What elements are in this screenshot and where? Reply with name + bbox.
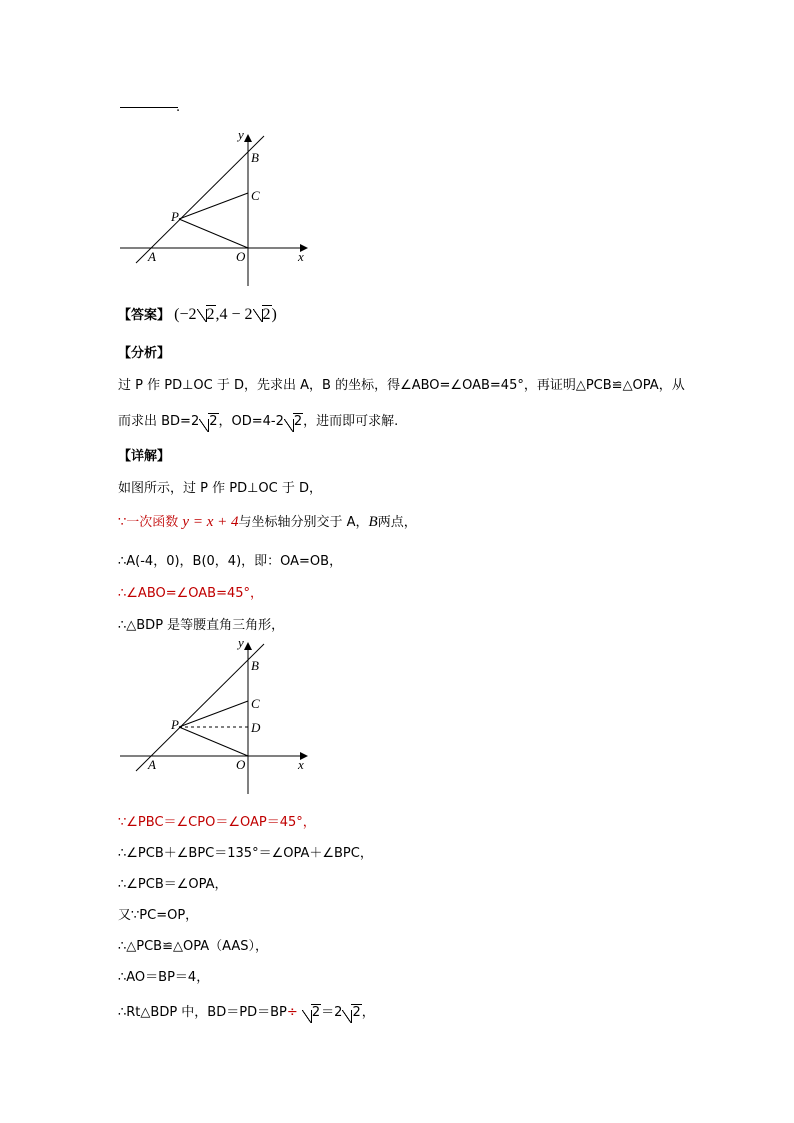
- text-run: ∵一次函数: [118, 515, 179, 530]
- text-run: 两点，: [377, 515, 417, 530]
- text-run: 与坐标轴分别交于 A，: [238, 515, 369, 530]
- step-7: [118, 1001, 375, 1020]
- detail-line-4: ∴∠ABO=∠OAB=45°，: [118, 586, 264, 601]
- radicand: 2: [209, 414, 218, 429]
- radicand: 2: [311, 1005, 321, 1020]
- function-expression: y = x + 4: [182, 514, 239, 530]
- analysis-label: 【分析】: [118, 346, 171, 361]
- radicand: 2: [262, 306, 271, 323]
- label-o: O: [236, 757, 246, 772]
- radicand: 2: [293, 414, 303, 429]
- text-run: ＝2: [321, 1005, 343, 1020]
- answer-label: 【答案】: [118, 308, 171, 323]
- analysis-line-1: 过 P 作 PD⊥OC 于 D，先求出 A，B 的坐标，得∠ABO=∠OAB=45°，再证明△PCB≌△OPA，从: [118, 378, 685, 393]
- label-o: O: [236, 249, 246, 264]
- figure-2: [118, 636, 313, 801]
- segment-pc: [179, 193, 248, 219]
- paren-close: ): [271, 306, 277, 323]
- answer-value: [174, 306, 277, 323]
- answer-line: [118, 304, 277, 327]
- sqrt-symbol: [302, 1005, 321, 1020]
- label-y: y: [238, 128, 244, 142]
- step-3: ∴∠PCB＝∠OPA，: [118, 877, 228, 892]
- paren-open: (: [174, 306, 180, 323]
- label-x: x: [298, 757, 304, 772]
- label-y: y: [238, 636, 244, 650]
- sqrt-symbol: [342, 1005, 361, 1020]
- figure-1: [118, 128, 313, 293]
- detail-label: 【详解】: [118, 449, 171, 464]
- label-b: B: [251, 658, 259, 673]
- answer-blank-line: [120, 107, 178, 108]
- answer-part1: −2: [179, 306, 197, 323]
- segment-po: [179, 219, 248, 248]
- answer-part2: ,4 − 2: [215, 306, 253, 323]
- sqrt-symbol: [284, 414, 303, 429]
- analysis-line-2: [118, 410, 398, 429]
- label-a: A: [148, 757, 156, 772]
- step-5: ∴△PCB≌△OPA（AAS），: [118, 939, 269, 954]
- label-c: C: [251, 696, 260, 711]
- step-4: 又∵PC=OP，: [118, 908, 199, 923]
- sqrt-symbol: [253, 304, 272, 326]
- label-p: P: [171, 717, 179, 732]
- point-b: B: [368, 514, 378, 530]
- label-p: P: [171, 209, 179, 224]
- label-c: C: [251, 188, 260, 203]
- radicand: 2: [206, 306, 215, 323]
- line-ab: [136, 644, 264, 771]
- label-a: A: [148, 249, 156, 264]
- radicand: 2: [352, 1005, 361, 1020]
- detail-line-3: ∴A(-4，0)，B(0，4)，即：OA=OB，: [118, 554, 343, 569]
- text-run: ∴Rt△BDP 中，BD＝PD＝BP: [118, 1005, 287, 1020]
- blank-period: .: [176, 100, 181, 115]
- label-d: D: [251, 720, 261, 735]
- step-1: ∵∠PBC＝∠CPO＝∠OAP＝45°，: [118, 815, 316, 830]
- text-run: 而求出 BD=2: [118, 414, 200, 429]
- text-run: ，进而即可求解.: [303, 414, 399, 429]
- divide-sign: ÷: [286, 1005, 298, 1020]
- label-b: B: [251, 150, 259, 165]
- line-ab: [136, 136, 264, 263]
- segment-po: [179, 727, 248, 756]
- text-run: ，OD=4-2: [218, 414, 284, 429]
- sqrt-symbol: [197, 304, 216, 326]
- detail-line-5: ∴△BDP 是等腰直角三角形，: [118, 618, 285, 633]
- text-run: ，: [361, 1005, 375, 1020]
- detail-line-2: [118, 511, 417, 531]
- sqrt-symbol: [199, 414, 218, 429]
- label-x: x: [298, 249, 304, 264]
- detail-line-1: 如图所示，过 P 作 PD⊥OC 于 D，: [118, 481, 322, 496]
- segment-pc: [179, 701, 248, 727]
- step-6: ∴AO＝BP＝4，: [118, 970, 210, 985]
- step-2: ∴∠PCB＋∠BPC＝135°＝∠OPA＋∠BPC，: [118, 846, 373, 861]
